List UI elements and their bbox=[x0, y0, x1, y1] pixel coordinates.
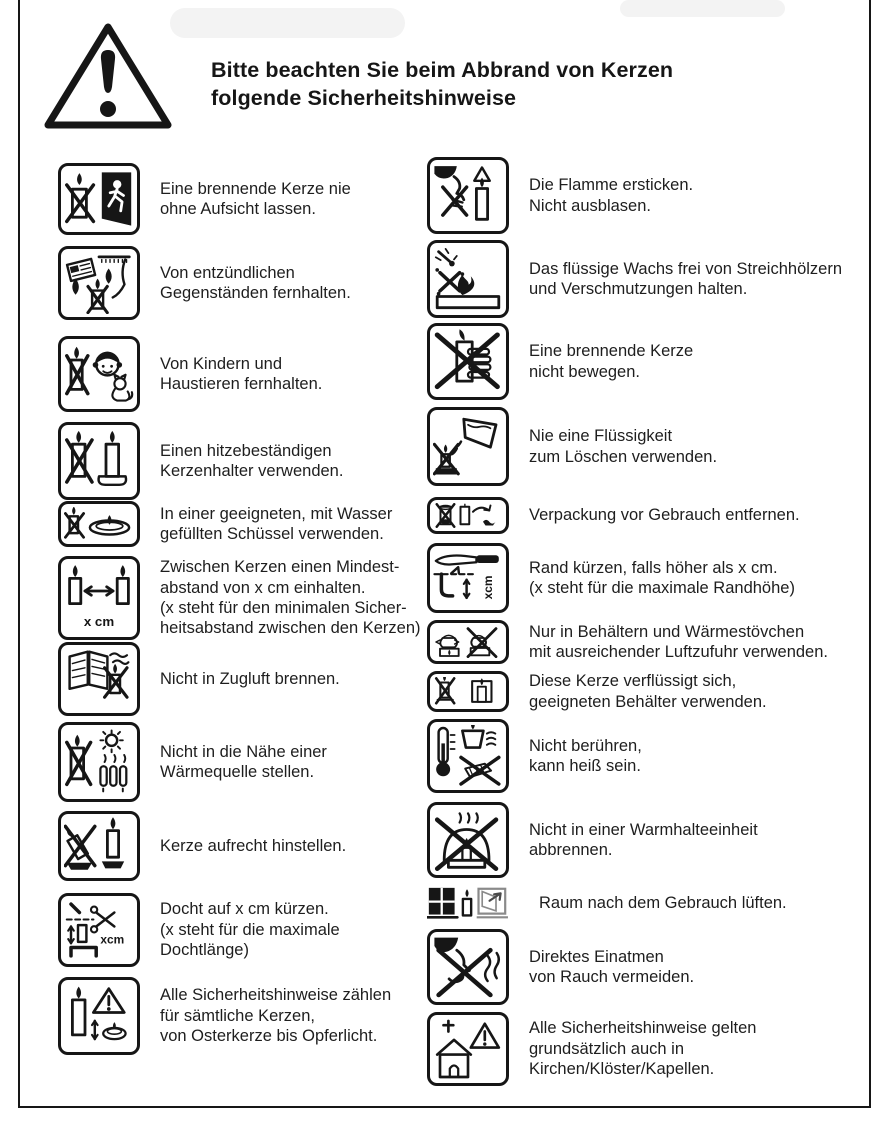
page-title-line-1: Bitte beachten Sie beim Abbrand von Kerzen bbox=[211, 58, 674, 82]
churches-icon bbox=[427, 1012, 509, 1086]
safety-item-text: Die Flamme ersticken. Nicht ausblasen. bbox=[529, 176, 694, 215]
safety-item-text: Docht auf x cm kürzen. (x steht für die maximale Dochtlänge) bbox=[160, 900, 340, 960]
min-distance-icon bbox=[58, 556, 140, 640]
remove-packaging-icon bbox=[427, 497, 509, 534]
trim-wick-icon bbox=[58, 893, 140, 967]
water-bowl-icon bbox=[58, 501, 140, 547]
safety-item bbox=[427, 543, 795, 613]
smother-flame-icon bbox=[427, 157, 509, 234]
liquefies-icon bbox=[427, 671, 509, 712]
safety-item-text: Zwischen Kerzen einen Mindest- abstand von x cm einhalten. (x steht für den minimalen Sicher- heitsabstand zwischen den Kerzen) bbox=[160, 558, 421, 638]
safety-item bbox=[58, 556, 421, 640]
safety-item bbox=[58, 422, 343, 500]
all-candles-icon bbox=[58, 977, 140, 1055]
ventilate-icon bbox=[427, 886, 519, 921]
heat-source-icon bbox=[58, 722, 140, 802]
right-column bbox=[427, 0, 877, 1125]
safety-item bbox=[427, 407, 717, 486]
svg-text:x cm: x cm bbox=[83, 614, 115, 629]
safety-item-text: Nicht berühren, kann heiß sein. bbox=[529, 736, 642, 775]
safety-item-text: Direktes Einatmen von Rauch vermeiden. bbox=[529, 947, 695, 986]
dont-touch-icon bbox=[427, 719, 509, 793]
svg-text:xcm: xcm bbox=[480, 575, 495, 600]
safety-item-text: Von Kindern und Haustieren fernhalten. bbox=[160, 354, 323, 393]
safety-item bbox=[58, 642, 340, 716]
safety-item bbox=[58, 977, 391, 1055]
left-column bbox=[58, 0, 420, 1125]
safety-item bbox=[427, 929, 694, 1005]
safety-item bbox=[427, 1012, 756, 1086]
flammable-objects-icon bbox=[58, 246, 140, 320]
safety-item bbox=[427, 240, 842, 318]
dont-move-icon bbox=[427, 323, 509, 400]
safety-item-text: Nicht in einer Warmhalteeinheit abbrennen. bbox=[529, 820, 758, 859]
upright-candle-icon bbox=[58, 811, 140, 881]
draft-icon bbox=[58, 642, 140, 716]
safety-item-text: Raum nach dem Gebrauch lüften. bbox=[539, 894, 787, 913]
safety-item bbox=[427, 620, 828, 664]
safety-item-text: Nur in Behältern und Wärmestövchen mit ausreichender Luftzufuhr verwenden. bbox=[529, 622, 828, 661]
safety-item bbox=[58, 246, 351, 320]
safety-item-text: In einer geeigneten, mit Wasser gefüllten Schüssel verwenden. bbox=[160, 504, 393, 543]
safety-item bbox=[427, 157, 693, 234]
containers-airflow-icon bbox=[427, 620, 509, 664]
safety-item bbox=[58, 893, 340, 967]
safety-item-text: Rand kürzen, falls höher als x cm. (x steht für die maximale Randhöhe) bbox=[529, 558, 795, 597]
safety-item bbox=[427, 886, 787, 921]
safety-item-text: Kerze aufrecht hinstellen. bbox=[160, 836, 347, 855]
safety-item-text: Nicht in Zugluft brennen. bbox=[160, 669, 340, 688]
safety-item-text: Von entzündlichen Gegenständen fernhalten. bbox=[160, 263, 351, 302]
wax-clean-icon bbox=[427, 240, 509, 318]
safety-item-text: Alle Sicherheitshinweise gelten grundsätzlich auch in Kirchen/Klöster/Kapellen. bbox=[529, 1019, 757, 1079]
page-title-line-2: folgende Sicherheitshinweise bbox=[211, 85, 517, 110]
safety-item-text: Nie eine Flüssigkeit zum Löschen verwenden. bbox=[529, 427, 718, 466]
safety-item bbox=[58, 722, 327, 802]
trim-edge-icon bbox=[427, 543, 509, 613]
safety-item bbox=[427, 497, 800, 534]
safety-item bbox=[58, 811, 346, 881]
safety-item-text: Alle Sicherheitshinweise zählen für sämtliche Kerzen, von Osterkerze bis Opferlicht. bbox=[160, 986, 392, 1046]
no-inhale-icon bbox=[427, 929, 509, 1005]
safety-item bbox=[427, 671, 767, 712]
heat-resistant-holder-icon bbox=[58, 422, 140, 500]
no-warming-unit-icon bbox=[427, 802, 509, 878]
svg-text:xcm: xcm bbox=[100, 932, 125, 947]
safety-item bbox=[58, 501, 392, 547]
safety-item-text: Eine brennende Kerze nicht bewegen. bbox=[529, 342, 694, 381]
safety-item-text: Das flüssige Wachs frei von Streichhölzern und Verschmutzungen halten. bbox=[529, 259, 843, 298]
safety-item bbox=[58, 336, 322, 412]
safety-item-text: Nicht in die Nähe einer Wärmequelle stellen. bbox=[160, 742, 327, 781]
safety-item bbox=[427, 802, 758, 878]
unattended-candle-icon bbox=[58, 163, 140, 235]
no-liquid-icon bbox=[427, 407, 509, 486]
safety-item bbox=[427, 719, 642, 793]
safety-item bbox=[58, 163, 351, 235]
safety-item-text: Eine brennende Kerze nie ohne Aufsicht lassen. bbox=[160, 179, 351, 218]
safety-item-text: Einen hitzebeständigen Kerzenhalter verwenden. bbox=[160, 441, 344, 480]
safety-item bbox=[427, 323, 693, 400]
safety-item-text: Diese Kerze verflüssigt sich, geeigneten Behälter verwenden. bbox=[529, 672, 767, 711]
safety-item-text: Verpackung vor Gebrauch entfernen. bbox=[529, 506, 800, 525]
children-pets-icon bbox=[58, 336, 140, 412]
